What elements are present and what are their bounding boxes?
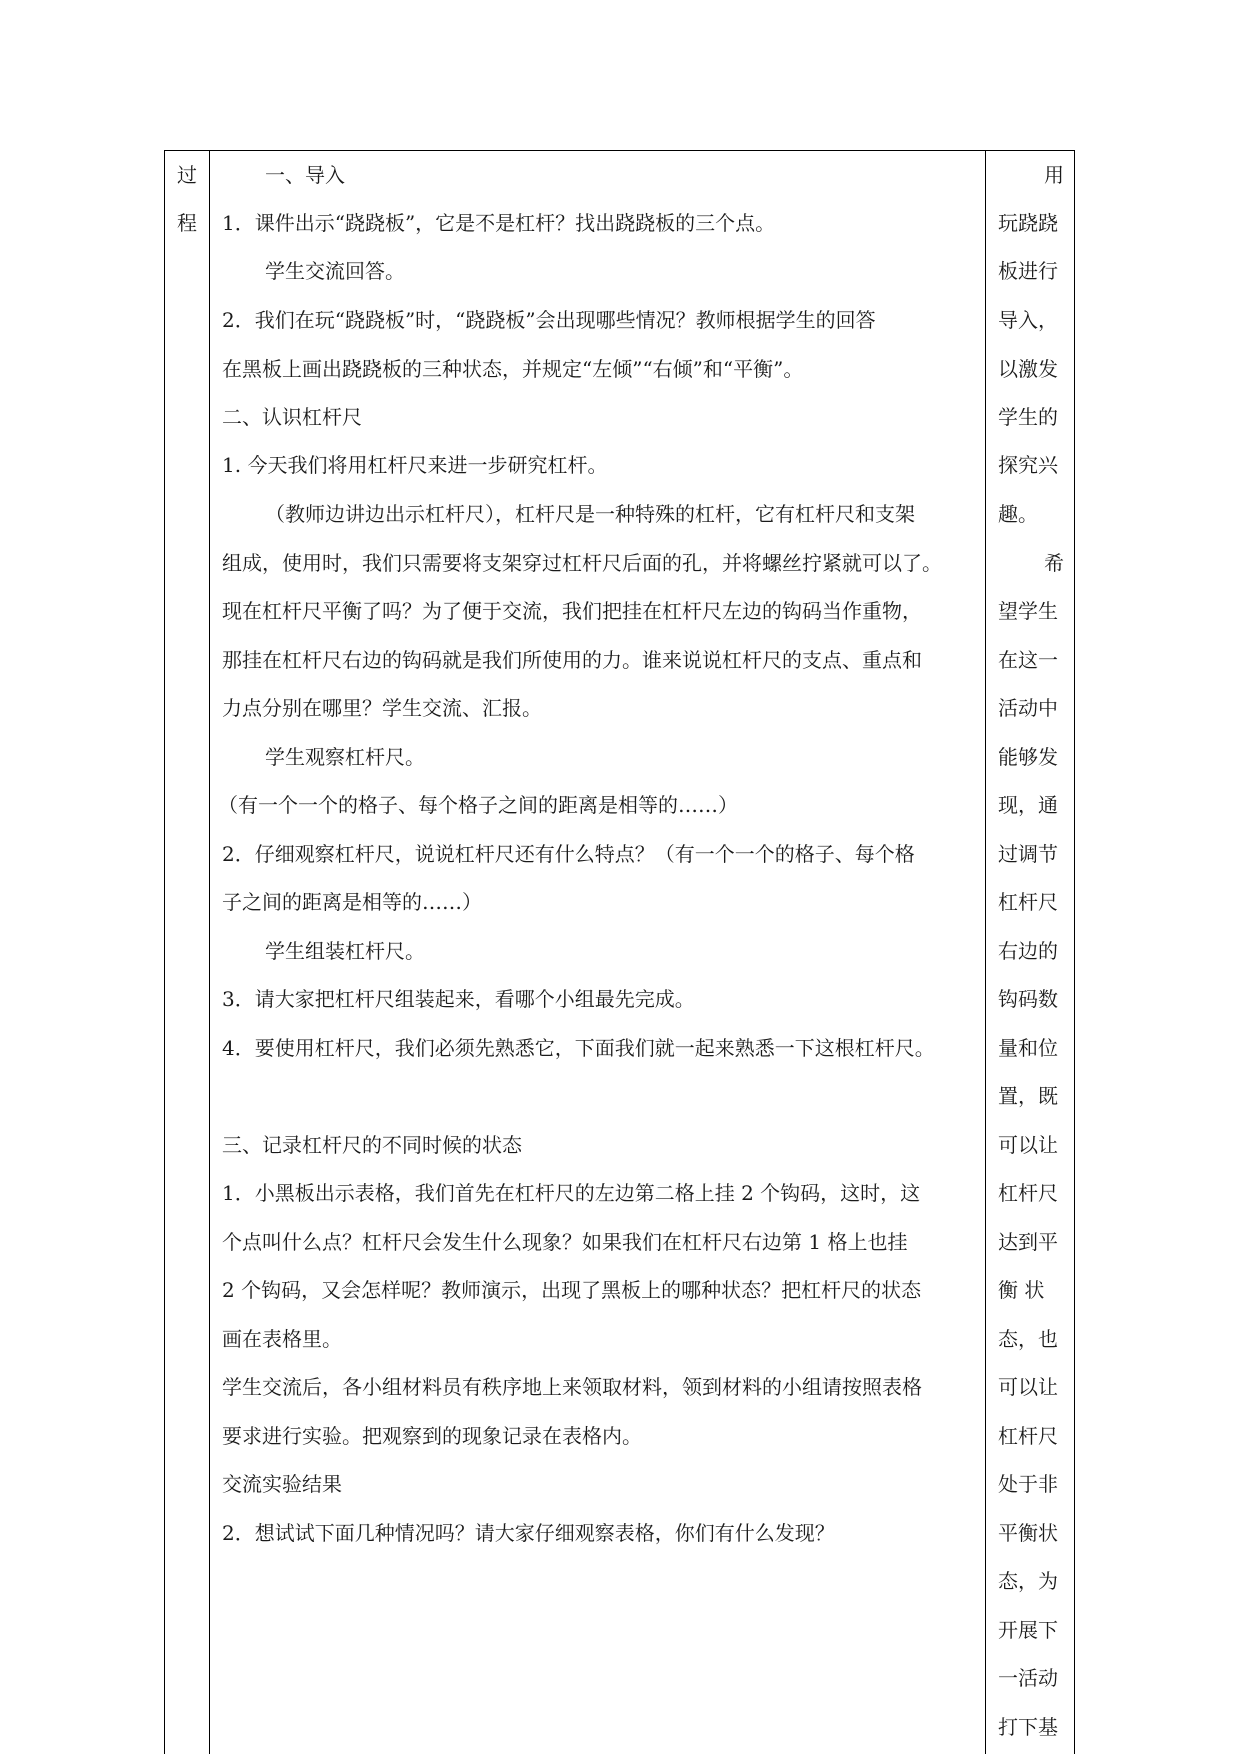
content-line: 要求进行实验。把观察到的现象记录在表格内。 [222, 1424, 642, 1448]
note-line: 可以让 [998, 1375, 1058, 1399]
content-line: 4．要使用杠杆尺，我们必须先熟悉它，下面我们就一起来熟悉一下这根杠杆尺。 [222, 1036, 935, 1060]
note-line: 衡 状 [998, 1278, 1045, 1302]
section-heading-lever-ruler: 二、认识杠杆尺 [222, 405, 362, 429]
note-line: 板进行 [998, 259, 1058, 283]
content-line: （教师边讲边出示杠杆尺），杠杆尺是一种特殊的杠杆，它有杠杆尺和支架 [265, 502, 915, 526]
note-line: 平衡状 [998, 1521, 1058, 1545]
content-line: 现在杠杆尺平衡了吗？为了便于交流，我们把挂在杠杆尺左边的钩码当作重物， [222, 599, 922, 623]
column-divider-right [985, 151, 986, 1754]
note-line: 在这一 [998, 648, 1058, 672]
note-line: 处于非 [998, 1472, 1058, 1496]
note-line: 置，既 [998, 1084, 1058, 1108]
note-line: 态，也 [998, 1327, 1058, 1351]
content-line: 2．想试试下面几种情况吗？请大家仔细观察表格，你们有什么发现？ [222, 1521, 835, 1545]
note-line: 学生的 [998, 405, 1058, 429]
note-line: 开展下 [998, 1618, 1058, 1642]
content-line: 1. 今天我们将用杠杆尺来进一步研究杠杆。 [222, 453, 608, 477]
content-line: 学生观察杠杆尺。 [265, 745, 425, 769]
note-line: 望学生 [998, 599, 1058, 623]
content-line: 1．课件出示“跷跷板”，它是不是杠杆？找出跷跷板的三个点。 [222, 211, 776, 235]
content-line: 子之间的距离是相等的……） [222, 890, 482, 914]
note-line: 可以让 [998, 1133, 1058, 1157]
note-line: 活动中 [998, 696, 1058, 720]
note-line: 趣。 [998, 502, 1038, 526]
note-line: 玩跷跷 [998, 211, 1058, 235]
note-line: 钩码数 [998, 987, 1058, 1011]
note-line: 杠杆尺 [998, 1424, 1058, 1448]
content-line: 学生交流回答。 [265, 259, 405, 283]
note-line: 以激发 [998, 357, 1058, 381]
content-line: （有一个一个的格子、每个格子之间的距离是相等的……） [218, 793, 738, 817]
content-line: 交流实验结果 [222, 1472, 342, 1496]
note-line: 导入， [998, 308, 1058, 332]
note-line: 打下基 [998, 1715, 1058, 1739]
stage-label-char: 程 [177, 211, 197, 235]
note-line: 能够发 [998, 745, 1058, 769]
content-line: 3．请大家把杠杆尺组装起来，看哪个小组最先完成。 [222, 987, 695, 1011]
note-line: 一活动 [998, 1666, 1058, 1690]
column-divider-left [209, 151, 210, 1754]
note-line: 达到平 [998, 1230, 1058, 1254]
note-line: 过调节 [998, 842, 1058, 866]
note-line: 右边的 [998, 939, 1058, 963]
content-line: 2．仔细观察杠杆尺，说说杠杆尺还有什么特点？（有一个一个的格子、每个格 [222, 842, 915, 866]
content-line: 2 个钩码，又会怎样呢？教师演示，出现了黑板上的哪种状态？把杠杆尺的状态 [222, 1278, 922, 1302]
note-line: 态，为 [998, 1569, 1058, 1593]
content-line: 个点叫什么点？杠杆尺会发生什么现象？如果我们在杠杆尺右边第 1 格上也挂 [222, 1230, 908, 1254]
content-line: 力点分别在哪里？学生交流、汇报。 [222, 696, 542, 720]
note-line: 杠杆尺 [998, 890, 1058, 914]
note-line: 量和位 [998, 1036, 1058, 1060]
content-line: 1．小黑板出示表格，我们首先在杠杆尺的左边第二格上挂 2 个钩码，这时，这 [222, 1181, 921, 1205]
content-line: 那挂在杠杆尺右边的钩码就是我们所使用的力。谁来说说杠杆尺的支点、重点和 [222, 648, 922, 672]
content-line: 学生交流后，各小组材料员有秩序地上来领取材料，领到材料的小组请按照表格 [222, 1375, 922, 1399]
section-heading-record-states: 三、记录杠杆尺的不同时候的状态 [222, 1133, 522, 1157]
content-line: 2．我们在玩“跷跷板”时，“跷跷板”会出现哪些情况？教师根据学生的回答 [222, 308, 876, 332]
note-line: 探究兴 [998, 453, 1058, 477]
note-line: 希 [1044, 551, 1064, 575]
content-line: 组成，使用时，我们只需要将支架穿过杠杆尺后面的孔，并将螺丝拧紧就可以了。 [222, 551, 942, 575]
stage-label-char: 过 [177, 163, 197, 187]
lesson-plan-table [164, 150, 1075, 1754]
note-line: 杠杆尺 [998, 1181, 1058, 1205]
section-heading-intro: 一、导入 [265, 163, 345, 187]
content-line: 画在表格里。 [222, 1327, 342, 1351]
content-line: 在黑板上画出跷跷板的三种状态，并规定“左倾”“右倾”和“平衡”。 [222, 357, 804, 381]
note-line: 现，通 [998, 793, 1058, 817]
note-line: 用 [1044, 163, 1064, 187]
content-line: 学生组装杠杆尺。 [265, 939, 425, 963]
